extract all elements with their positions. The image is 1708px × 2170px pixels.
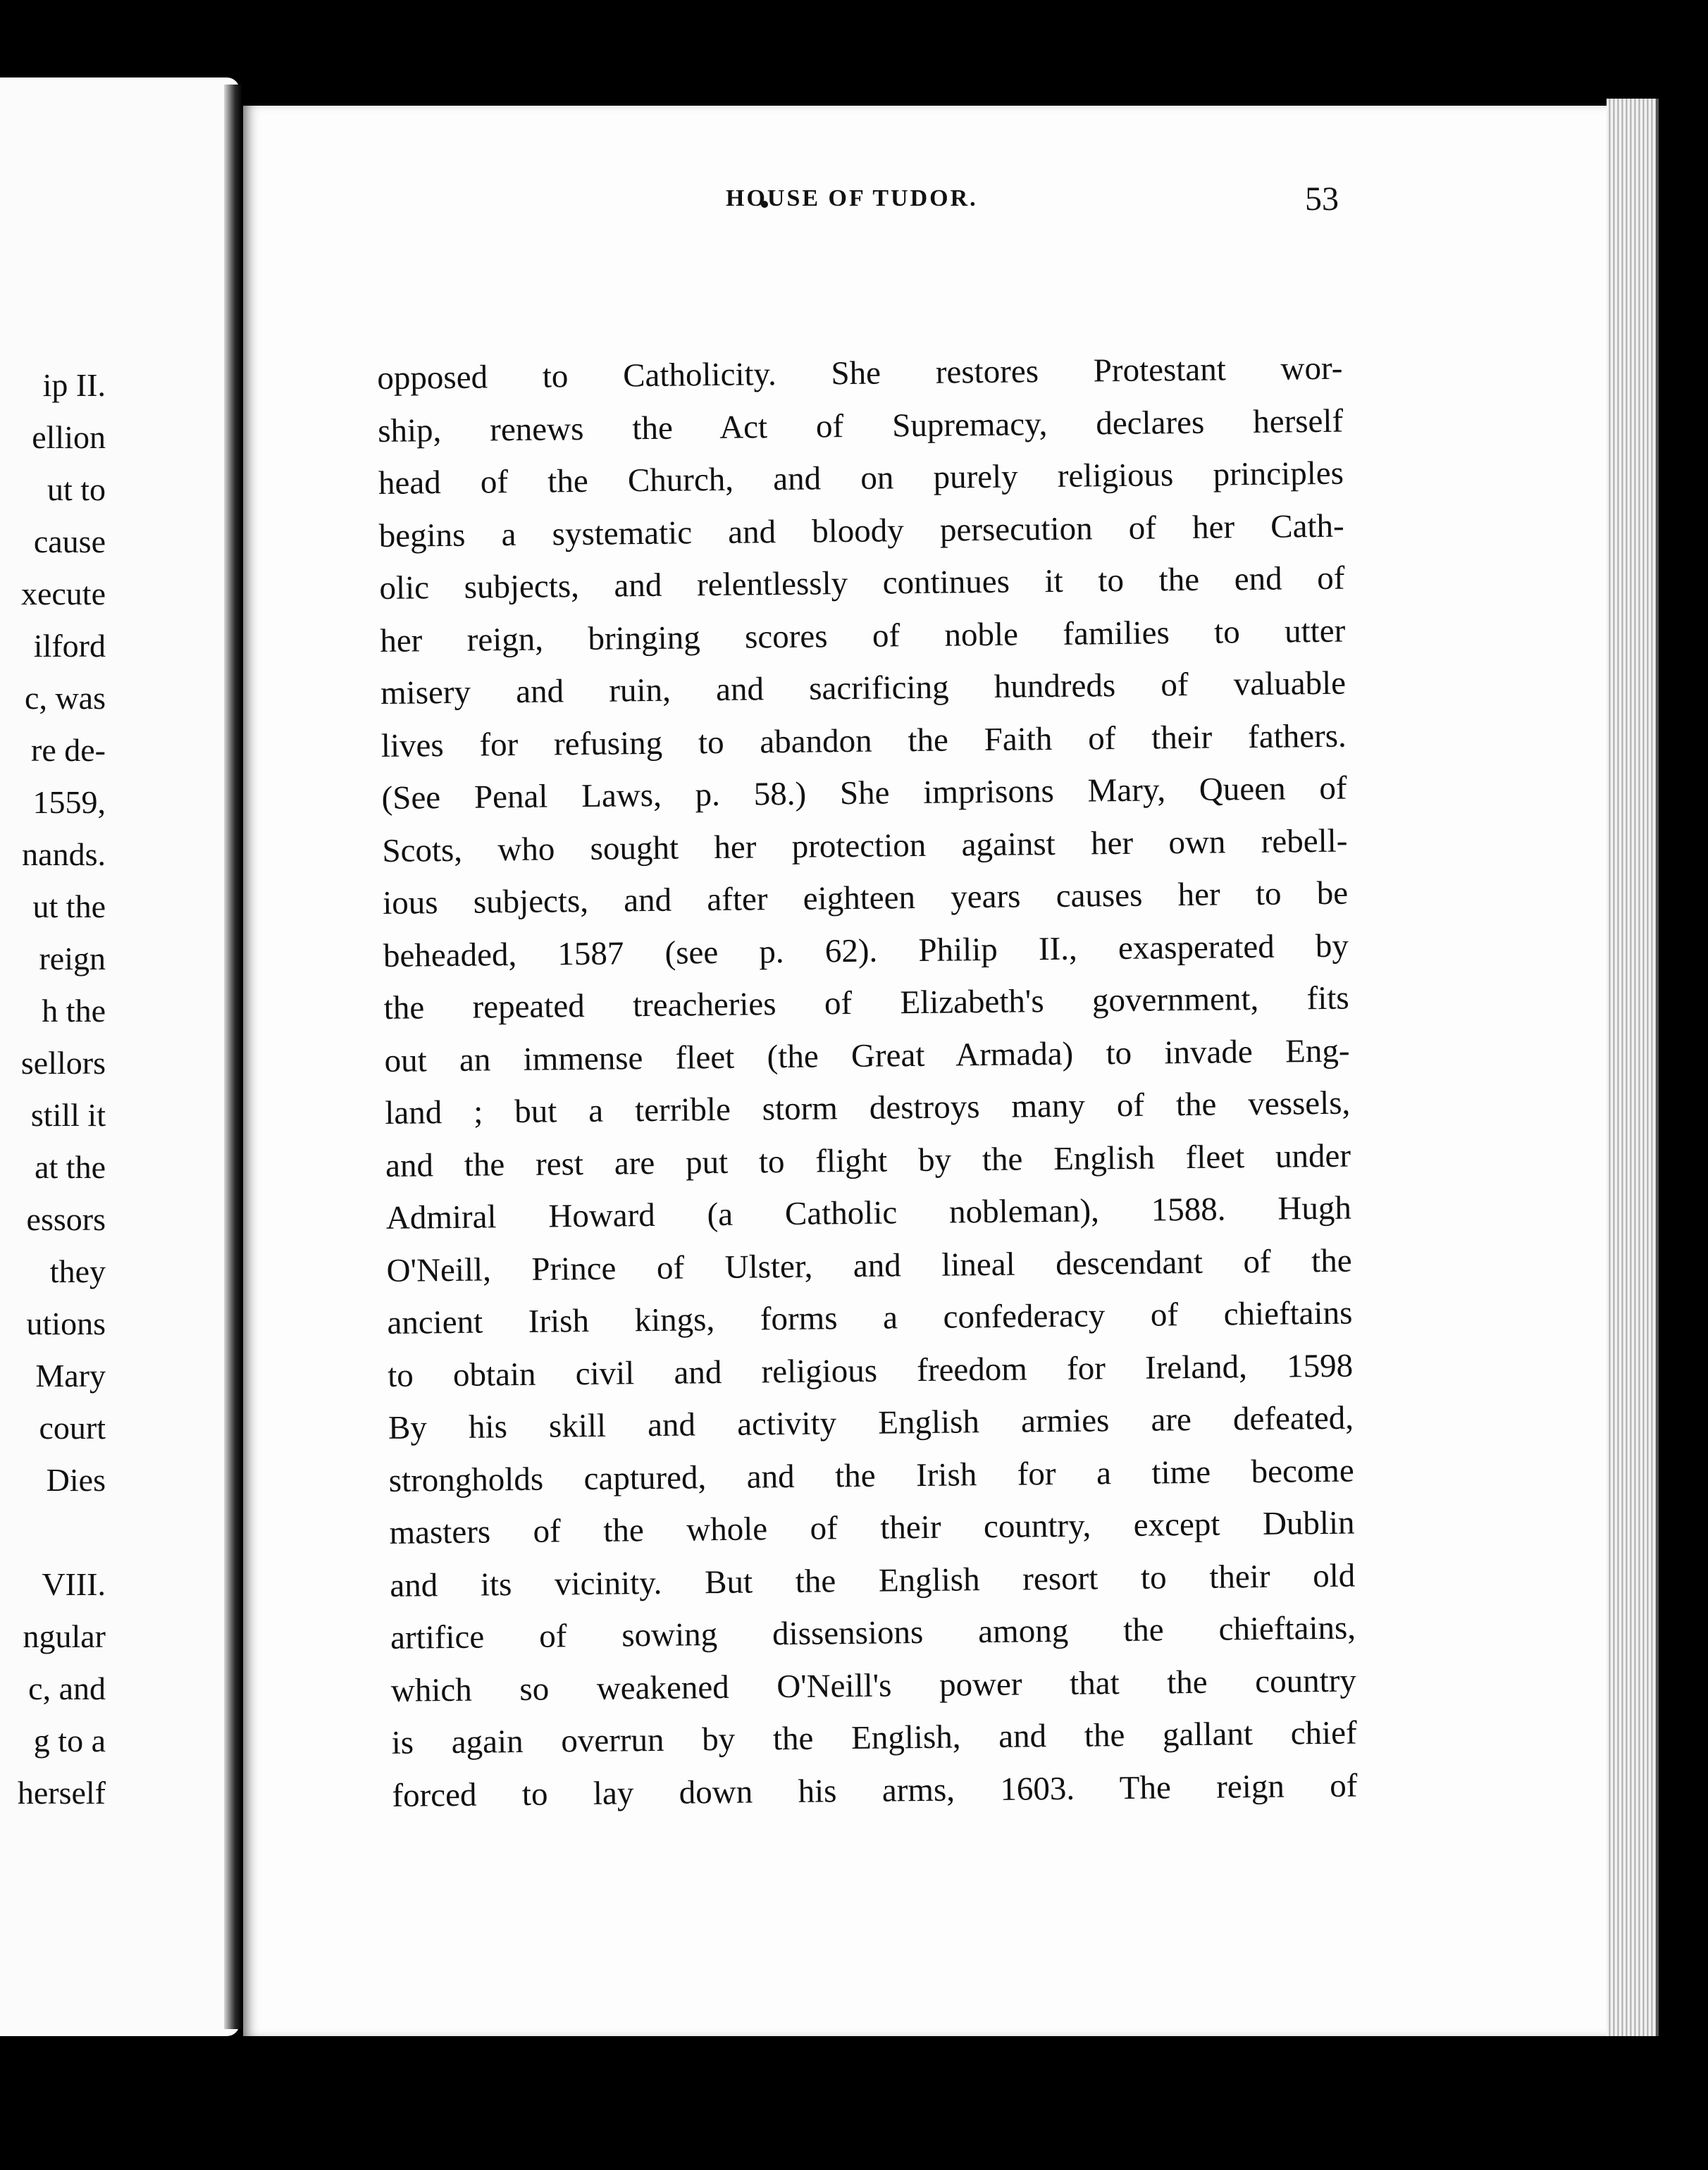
previous-page-line: h the [42, 993, 106, 1029]
previous-page-line: ut to [47, 471, 106, 507]
previous-page-line: ip II. [42, 367, 106, 403]
text-line: begins a systematic and bloody persecution of her Cath- [378, 507, 1344, 554]
text-line: and its vicinity. But the English resort to their old [390, 1557, 1356, 1604]
previous-page-line: they [49, 1253, 106, 1289]
text-line: Scots, who sought her protection against her own rebell- [382, 822, 1348, 869]
previous-page-line: g to a [33, 1723, 106, 1759]
previous-page-line: utions [26, 1306, 106, 1341]
previous-page-line: herself [17, 1775, 106, 1811]
body-text [377, 342, 1358, 1822]
text-line: Admiral Howard (a Catholic nobleman), 1588. Hugh [385, 1189, 1352, 1236]
text-line: lives for refusing to abandon the Faith of their fathers. [380, 717, 1347, 764]
text-line: which so weakened O'Neill's power that the country [390, 1662, 1357, 1709]
previous-page-line: 1559, [32, 784, 106, 820]
previous-page-line: xecute [20, 576, 106, 612]
text-line: the repeated treacheries of Elizabeth's government, fits [383, 979, 1349, 1027]
previous-page-line: Dies [46, 1462, 106, 1498]
text-line: her reign, bringing scores of noble families to utter [380, 612, 1346, 659]
previous-page-line: still it [30, 1097, 106, 1133]
text-line: ancient Irish kings, forms a confederacy of chieftains [387, 1294, 1353, 1341]
previous-page [0, 78, 240, 2036]
previous-page-line: c, was [25, 680, 106, 716]
previous-page-line: ngular [23, 1618, 106, 1654]
text-line: opposed to Catholicity. She restores Protestant wor- [377, 349, 1343, 397]
text-line: forced to lay down his arms, 1603. The reign of [392, 1767, 1358, 1814]
text-line: masters of the whole of their country, except Dublin [389, 1504, 1355, 1551]
book-gutter [224, 85, 242, 2029]
running-title: HOUSE OF TUDOR. [726, 185, 978, 211]
text-line: O'Neill, Prince of Ulster, and lineal descendant of the [386, 1242, 1352, 1289]
text-line: ious subjects, and after eighteen years causes her to be [382, 874, 1349, 922]
text-line: to obtain civil and religious freedom for Ireland, 1598 [387, 1347, 1354, 1394]
previous-page-line: court [39, 1410, 106, 1446]
previous-page-line: re de- [31, 732, 106, 768]
page-number: 53 [1305, 180, 1339, 218]
text-line: By his skill and activity English armies are defeated, [388, 1399, 1354, 1446]
previous-page-line: essors [26, 1201, 106, 1237]
previous-page-text [0, 359, 106, 1819]
previous-page-line: VIII. [42, 1566, 106, 1602]
previous-page-line: cause [33, 523, 106, 559]
previous-page-line: ilford [33, 628, 106, 664]
previous-page-line: reign [39, 941, 106, 976]
previous-page-line [0, 1506, 106, 1558]
text-line: artifice of sowing dissensions among the chieftains, [390, 1609, 1356, 1656]
text-line: ship, renews the Act of Supremacy, declares herself [377, 402, 1344, 450]
text-line: misery and ruin, and sacrificing hundreds of valuable [380, 664, 1347, 712]
text-line: olic subjects, and relentlessly continues it to the end of [379, 559, 1345, 607]
previous-page-line: Mary [35, 1358, 106, 1394]
previous-page-line: ellion [32, 419, 106, 455]
text-line: (See Penal Laws, p. 58.) She imprisons Mary, Queen of [381, 769, 1347, 817]
previous-page-line: nands. [22, 836, 106, 872]
text-line: is again overrun by the English, and the gallant chief [391, 1714, 1357, 1761]
previous-page-line: at the [35, 1149, 106, 1185]
running-head [472, 180, 1339, 229]
text-line: and the rest are put to flight by the English fleet under [385, 1137, 1351, 1184]
text-line: beheaded, 1587 (see p. 62). Philip II., exasperated by [383, 927, 1349, 974]
text-line: out an immense fleet (the Great Armada) to invade Eng- [384, 1032, 1350, 1079]
previous-page-line: ut the [32, 888, 106, 924]
previous-page-line: c, and [28, 1670, 106, 1706]
text-line: land ; but a terrible storm destroys many of the vessels, [385, 1084, 1351, 1132]
previous-page-line: sellors [20, 1045, 106, 1081]
text-line: head of the Church, and on purely religious principles [378, 454, 1344, 502]
page-edges [1607, 99, 1659, 2036]
text-line: strongholds captured, and the Irish for a time become [388, 1452, 1354, 1499]
